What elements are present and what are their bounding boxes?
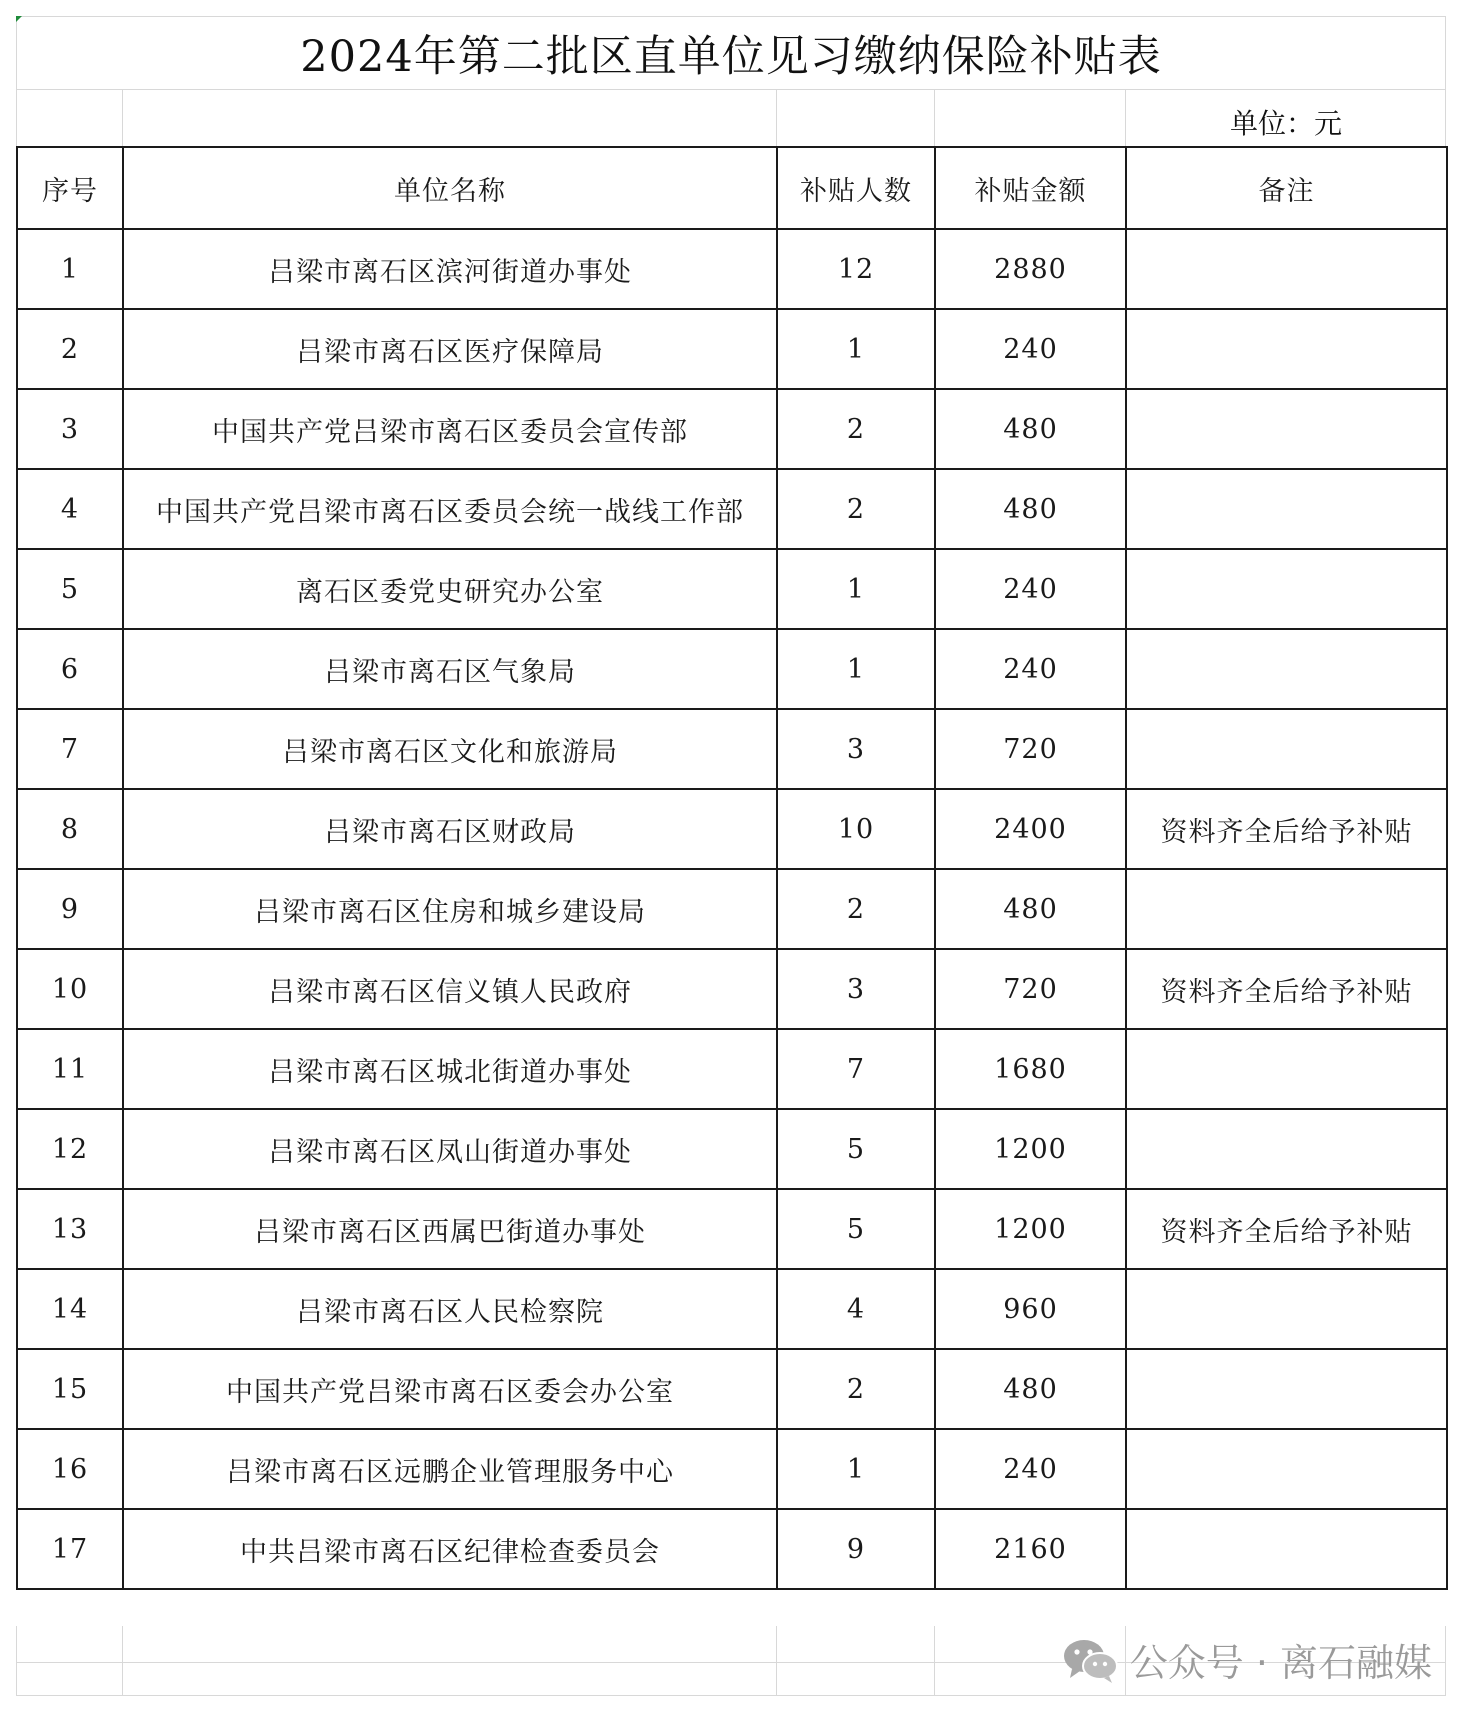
row-note (1126, 709, 1447, 789)
watermark-text: 公众号 · 离石融媒 (1129, 1641, 1432, 1685)
row-note (1126, 629, 1447, 709)
row-people: 1 (777, 309, 935, 389)
table-row (17, 469, 1447, 549)
watermark (1062, 1632, 1432, 1687)
row-unit-name: 吕梁市离石区城北街道办事处 (123, 1029, 777, 1109)
row-people: 12 (777, 229, 935, 309)
row-amount: 720 (935, 709, 1126, 789)
row-note (1126, 1029, 1447, 1109)
table-row (17, 389, 1447, 469)
table-row (17, 709, 1447, 789)
row-unit-name: 离石区委党史研究办公室 (123, 549, 777, 629)
row-people: 3 (777, 949, 935, 1029)
row-no: 12 (17, 1109, 123, 1189)
table-row (17, 1509, 1447, 1589)
row-amount: 240 (935, 1429, 1126, 1509)
row-people: 1 (777, 629, 935, 709)
row-note (1126, 1109, 1447, 1189)
row-note (1126, 1269, 1447, 1349)
row-no: 17 (17, 1509, 123, 1589)
row-people: 2 (777, 469, 935, 549)
table-row (17, 1349, 1447, 1429)
table-row (17, 1109, 1447, 1189)
row-people: 1 (777, 549, 935, 629)
row-note (1126, 309, 1447, 389)
table-row (17, 949, 1447, 1029)
row-unit-name: 吕梁市离石区信义镇人民政府 (123, 949, 777, 1029)
table-row (17, 1189, 1447, 1269)
row-amount: 240 (935, 309, 1126, 389)
row-people: 2 (777, 389, 935, 469)
row-no: 2 (17, 309, 123, 389)
row-no: 11 (17, 1029, 123, 1109)
row-note (1126, 389, 1447, 469)
row-unit-name: 吕梁市离石区凤山街道办事处 (123, 1109, 777, 1189)
row-no: 6 (17, 629, 123, 709)
table-row (17, 1269, 1447, 1349)
row-unit-name: 中共吕梁市离石区纪律检查委员会 (123, 1509, 777, 1589)
table-body (17, 229, 1447, 1589)
row-no: 7 (17, 709, 123, 789)
row-people: 5 (777, 1189, 935, 1269)
header-people: 补贴人数 (777, 147, 935, 229)
page-title: 2024年第二批区直单位见习缴纳保险补贴表 (300, 31, 1162, 82)
row-no: 5 (17, 549, 123, 629)
row-note: 资料齐全后给予补贴 (1126, 789, 1447, 869)
row-unit-name: 吕梁市离石区远鹏企业管理服务中心 (123, 1429, 777, 1509)
row-no: 9 (17, 869, 123, 949)
row-people: 5 (777, 1109, 935, 1189)
row-no: 10 (17, 949, 123, 1029)
row-unit-name: 吕梁市离石区西属巴街道办事处 (123, 1189, 777, 1269)
cell-corner-marker (16, 16, 22, 22)
table-row (17, 229, 1447, 309)
row-unit-name: 吕梁市离石区人民检察院 (123, 1269, 777, 1349)
row-note: 资料齐全后给予补贴 (1126, 1189, 1447, 1269)
table-row (17, 1029, 1447, 1109)
row-people: 7 (777, 1029, 935, 1109)
row-unit-name: 吕梁市离石区气象局 (123, 629, 777, 709)
subsidy-table (16, 146, 1448, 1590)
row-amount: 2160 (935, 1509, 1126, 1589)
header-no: 序号 (17, 147, 123, 229)
row-note (1126, 1509, 1447, 1589)
row-amount: 1200 (935, 1109, 1126, 1189)
row-no: 8 (17, 789, 123, 869)
title-row (16, 16, 1446, 90)
unit-label: 单位：元 (1229, 107, 1342, 140)
row-amount: 2400 (935, 789, 1126, 869)
header-amount: 补贴金额 (935, 147, 1126, 229)
row-unit-name: 吕梁市离石区医疗保障局 (123, 309, 777, 389)
row-people: 10 (777, 789, 935, 869)
row-amount: 480 (935, 869, 1126, 949)
unit-row (16, 90, 1446, 146)
row-no: 13 (17, 1189, 123, 1269)
row-note (1126, 469, 1447, 549)
row-no: 3 (17, 389, 123, 469)
table-row (17, 629, 1447, 709)
row-amount: 1680 (935, 1029, 1126, 1109)
row-note: 资料齐全后给予补贴 (1126, 949, 1447, 1029)
row-people: 9 (777, 1509, 935, 1589)
row-people: 2 (777, 869, 935, 949)
row-note (1126, 869, 1447, 949)
table-row (17, 869, 1447, 949)
row-unit-name: 中国共产党吕梁市离石区委员会统一战线工作部 (123, 469, 777, 549)
header-unit-name: 单位名称 (123, 147, 777, 229)
row-people: 4 (777, 1269, 935, 1349)
table-row (17, 549, 1447, 629)
row-unit-name: 中国共产党吕梁市离石区委员会宣传部 (123, 389, 777, 469)
row-unit-name: 吕梁市离石区住房和城乡建设局 (123, 869, 777, 949)
table-header-row (17, 147, 1447, 229)
row-amount: 2880 (935, 229, 1126, 309)
row-amount: 480 (935, 1349, 1126, 1429)
row-people: 2 (777, 1349, 935, 1429)
table-row (17, 789, 1447, 869)
row-no: 1 (17, 229, 123, 309)
row-unit-name: 吕梁市离石区财政局 (123, 789, 777, 869)
row-note (1126, 1429, 1447, 1509)
row-note (1126, 549, 1447, 629)
row-no: 14 (17, 1269, 123, 1349)
row-amount: 720 (935, 949, 1126, 1029)
row-people: 3 (777, 709, 935, 789)
row-amount: 480 (935, 469, 1126, 549)
table-row (17, 1429, 1447, 1509)
row-note (1126, 229, 1447, 309)
row-unit-name: 吕梁市离石区滨河街道办事处 (123, 229, 777, 309)
row-no: 15 (17, 1349, 123, 1429)
table-row (17, 309, 1447, 389)
row-amount: 1200 (935, 1189, 1126, 1269)
row-unit-name: 吕梁市离石区文化和旅游局 (123, 709, 777, 789)
row-people: 1 (777, 1429, 935, 1509)
row-amount: 480 (935, 389, 1126, 469)
wechat-icon (1062, 1636, 1120, 1684)
row-amount: 240 (935, 629, 1126, 709)
row-no: 4 (17, 469, 123, 549)
header-note: 备注 (1126, 147, 1447, 229)
row-note (1126, 1349, 1447, 1429)
row-no: 16 (17, 1429, 123, 1509)
row-amount: 960 (935, 1269, 1126, 1349)
row-amount: 240 (935, 549, 1126, 629)
row-unit-name: 中国共产党吕梁市离石区委会办公室 (123, 1349, 777, 1429)
